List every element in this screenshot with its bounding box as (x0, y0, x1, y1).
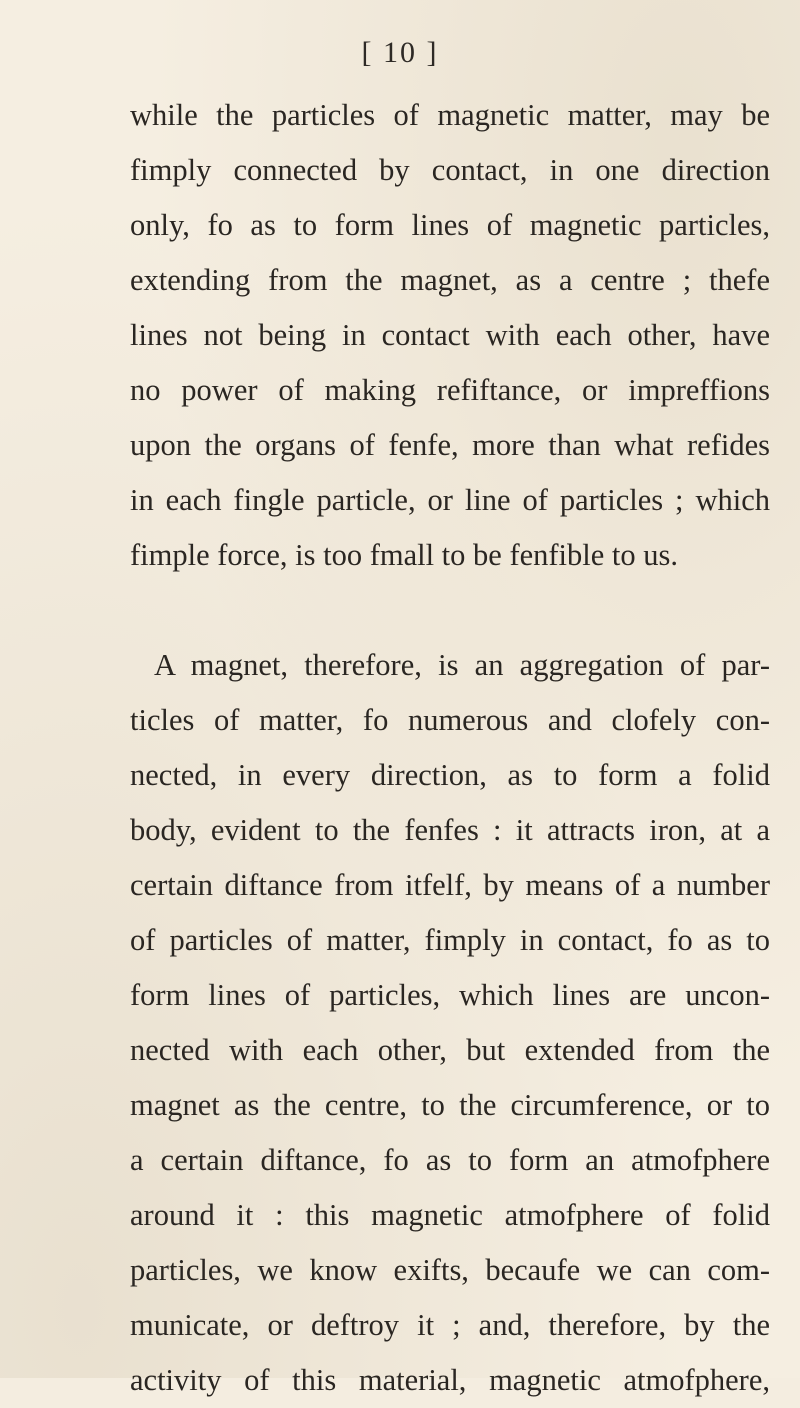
text-line: only, fo as to form lines of magnetic particles, (130, 208, 770, 242)
text-line: lines not being in contact with each other, have (130, 318, 770, 352)
text-line: nected with each other, but extended from the (130, 1033, 770, 1067)
text-line: particles, we know exifts, becaufe we can com- (130, 1253, 770, 1287)
text-line: a certain diftance, fo as to form an atmofphere (130, 1143, 770, 1177)
text-line: certain diftance from itfelf, by means of a number (130, 868, 770, 902)
text-line: form lines of particles, which lines are uncon- (130, 978, 770, 1012)
text-line: of particles of matter, fimply in contact, fo as to (130, 923, 770, 957)
text-line: magnet as the centre, to the circumference, or to (130, 1088, 770, 1122)
text-line: extending from the magnet, as a centre ; thefe (130, 263, 770, 297)
text-line: body, evident to the fenfes : it attracts iron, at a (130, 813, 770, 847)
text-line: no power of making refiftance, or impreffions (130, 373, 770, 407)
paragraph-2 (130, 638, 770, 1408)
text-line: upon the organs of fenfe, more than what refides (130, 428, 770, 462)
text-line: in each fingle particle, or line of particles ; which (130, 483, 770, 517)
text-line: municate, or deftroy it ; and, therefore, by the (130, 1308, 770, 1342)
body-text (130, 88, 770, 1408)
text-line: fimply connected by contact, in one direction (130, 153, 770, 187)
text-line: ticles of matter, fo numerous and clofely con- (130, 703, 770, 737)
page-number: [ 10 ] (361, 36, 439, 69)
text-line: around it : this magnetic atmofphere of folid (130, 1198, 770, 1232)
text-line: fimple force, is too fmall to be fenfible to us. (130, 538, 679, 572)
paragraph-gap (130, 583, 770, 638)
text-line: nected, in every direction, as to form a folid (130, 758, 770, 792)
text-line: A magnet, therefore, is an aggregation of par- (154, 648, 770, 682)
text-line: activity of this material, magnetic atmofphere, (130, 1363, 770, 1397)
paragraph-1 (130, 88, 770, 583)
text-line: while the particles of magnetic matter, may be (130, 98, 770, 132)
